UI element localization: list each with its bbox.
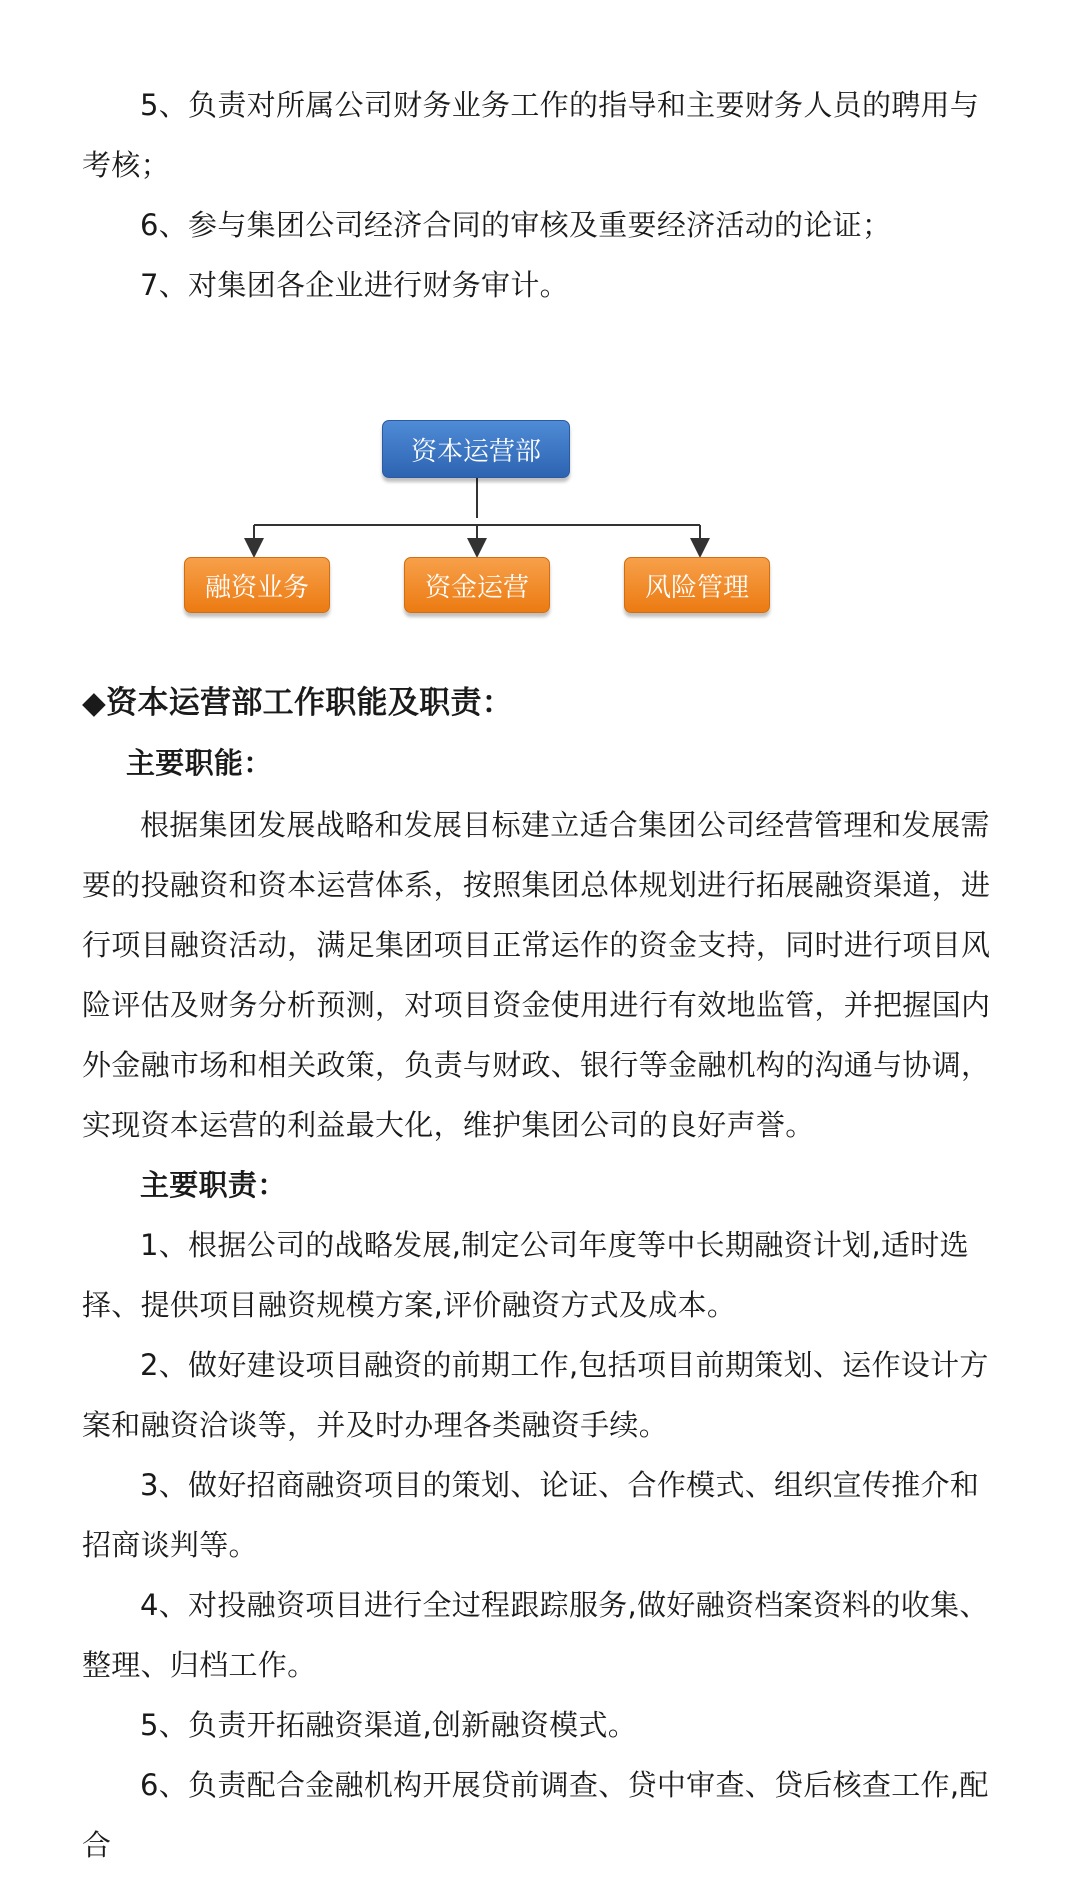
duty-item-6: 6、负责配合金融机构开展贷前调查、贷中审查、贷后核查工作,配合	[82, 1768, 989, 1862]
section-heading: ◆资本运营部工作职能及职责：	[82, 685, 514, 721]
duties-title: 主要职责：	[140, 1168, 287, 1202]
org-node-capital-operation: 资金运营	[404, 557, 550, 613]
duty-item-1: 1、根据公司的战略发展,制定公司年度等中长期融资计划,适时选择、提供项目融资规模方案,评价融资方式及成本。	[82, 1228, 969, 1322]
duty-item-5: 5、负责开拓融资渠道,创新融资模式。	[140, 1708, 638, 1742]
org-node-financing-business: 融资业务	[184, 557, 330, 613]
functions-text: 根据集团发展战略和发展目标建立适合集团公司经营管理和发展需要的投融资和资本运营体系，按照集团总体规划进行拓展融资渠道，进行项目融资活动，满足集团项目正常运作的资金支持，同时进行项目风险评估及财务分析预测，对项目资金使用进行有效地监管，并把握国内外金融市场和相关政策，负责与财政、银行等金融机构的沟通与协调，实现资本运营的利益最大化，维护集团公司的良好声誉。	[82, 808, 991, 1142]
duty-item-4: 4、对投融资项目进行全过程跟踪服务,做好融资档案资料的收集、整理、归档工作。	[82, 1588, 989, 1682]
top-list-item-7: 7、对集团各企业进行财务审计。	[140, 268, 569, 302]
duty-item-2: 2、做好建设项目融资的前期工作,包括项目前期策划、运作设计方案和融资洽谈等，并及时办理各类融资手续。	[82, 1348, 989, 1442]
org-node-risk-management: 风险管理	[624, 557, 770, 613]
top-list-item-6: 6、参与集团公司经济合同的审核及重要经济活动的论证；	[140, 208, 892, 242]
duty-item-3: 3、做好招商融资项目的策划、论证、合作模式、组织宣传推介和招商谈判等。	[82, 1468, 980, 1562]
functions-title: 主要职能：	[126, 746, 273, 780]
top-list-item-5: 5、负责对所属公司财务业务工作的指导和主要财务人员的聘用与考核；	[82, 88, 980, 182]
org-node-capital-operations-dept: 资本运营部	[382, 420, 570, 478]
